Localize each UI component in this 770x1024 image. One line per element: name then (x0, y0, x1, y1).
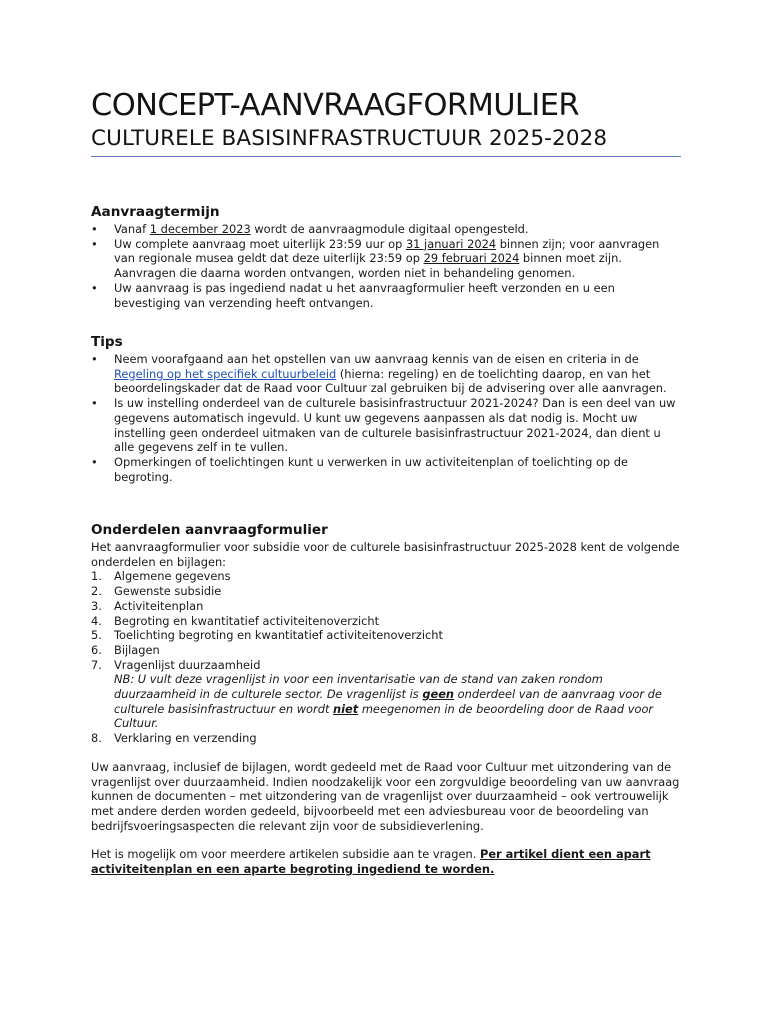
list-item-text: Gewenste subsidie (114, 584, 222, 599)
list-item-text: Neem voorafgaand aan het opstellen van uw aanvraag kennis van de eisen en criteria in de (114, 352, 639, 366)
list-number: 1. (91, 569, 102, 584)
multiple-articles-paragraph (91, 847, 683, 876)
sharing-paragraph: Uw aanvraag, inclusief de bijlagen, wordt gedeeld met de Raad voor Cultuur met uitzondering van de vragenlijst over duurzaamheid. Indien noodzakelijk voor een zorgvuldige beoordeling van uw aanvraag kunnen de documenten – met uitzondering van de vragenlijst over duurzaamheid – ook vertrouwelijk met andere derden worden gedeeld, bijvoorbeeld met een adviesbureau voor de beoordeling van bedrijfsvoeringsaspecten die relevant zijn voor de subsidieverlening. (91, 759, 680, 833)
section-heading: Tips (91, 334, 123, 350)
bullet-icon: • (91, 236, 98, 251)
list-item (91, 584, 683, 599)
document-subtitle: CULTURELE BASISINFRASTRUCTUUR 2025-2028 (91, 126, 608, 151)
list-item-text: Uw complete aanvraag moet uiterlijk 23:59 uur op (114, 236, 406, 251)
date-deadline-musea: 29 februari 2024 (423, 251, 520, 266)
regeling-link[interactable]: Regeling op het specifiek cultuurbeleid (114, 366, 337, 381)
list-item-text: Uw aanvraag is pas ingediend nadat u het aanvraagformulier heeft verzonden en u een bevestiging van verzending heeft ontvangen. (114, 280, 615, 310)
list-item-text: binnen zijn; voor aanvragen van regionale musea geldt dat deze uiterlijk 23:59 op (114, 236, 660, 266)
numbered-list (91, 731, 683, 746)
list-item-text: Bijlagen (114, 642, 160, 657)
intro-paragraph: Het aanvraagformulier voor subsidie voor de culturele basisinfrastructuur 2025-2028 kent de volgende onderdelen en bijlagen: (91, 540, 680, 569)
list-item-text: Begroting en kwantitatief activiteitenoverzicht (114, 613, 380, 628)
bullet-icon: • (91, 454, 98, 469)
section-heading: Aanvraagtermijn (91, 204, 220, 220)
list-item-text: Opmerkingen of toelichtingen kunt u verwerken in uw activiteitenplan of toelichting op de begroting. (114, 454, 629, 484)
list-item (91, 599, 683, 614)
date-deadline: 31 januari 2024 (405, 236, 497, 251)
paragraph-text: Het is mogelijk om voor meerdere artikelen subsidie aan te vragen. (91, 847, 480, 862)
bullet-list (91, 352, 683, 484)
list-item-text: Is uw instelling onderdeel van de culturele basisinfrastructuur 2021-2024? Dan is een deel van uw gegevens automatisch ingevuld. U kunt uw gegevens aanpassen als dat nodig is. Mocht uw instelling geen onderdeel uitmaken van de culturele basisinfrastructuur 2021-2024, dan dient u alle gegevens zelf in te vullen. (114, 396, 676, 455)
note-text: meegenomen in de beoordeling door de Raad voor Cultuur. (114, 701, 654, 731)
list-item (91, 396, 683, 455)
note-emphasis: geen (422, 687, 455, 702)
list-number: 5. (91, 628, 102, 643)
list-item (91, 455, 683, 484)
date-start: 1 december 2023 (149, 222, 251, 236)
list-item (91, 237, 683, 281)
list-item-text: Verklaring en verzending (114, 731, 257, 746)
list-number: 4. (91, 613, 102, 628)
list-number: 2. (91, 584, 102, 599)
list-item (91, 569, 683, 584)
list-item (91, 731, 683, 746)
note-text: onderdeel van de aanvraag voor de culturele basisinfrastructuur en wordt (114, 687, 662, 716)
list-item (91, 614, 683, 629)
section-aanvraagtermijn (91, 204, 683, 310)
list-item-text: Vragenlijst duurzaamheid (114, 657, 261, 672)
bullet-list (91, 222, 683, 310)
bullet-icon: • (91, 280, 98, 295)
document-title: CONCEPT-AANVRAAGFORMULIER (91, 88, 579, 123)
paragraph-emphasis: Per artikel dient een apart activiteitenplan en een aparte begroting ingediend te worden. (91, 847, 651, 877)
list-item-text: Toelichting begroting en kwantitatief activiteitenoverzicht (114, 628, 443, 643)
list-item-text: wordt de aanvraagmodule digitaal opengesteld. (250, 222, 529, 236)
title-divider (91, 156, 681, 157)
list-item (91, 628, 683, 643)
list-item (91, 658, 683, 673)
section-onderdelen (91, 522, 683, 877)
numbered-list (91, 569, 683, 672)
list-item (91, 352, 683, 396)
bullet-icon: • (91, 352, 98, 366)
list-item-text: Algemene gegevens (114, 569, 231, 584)
bullet-icon: • (91, 396, 98, 411)
list-item-text: Activiteitenplan (114, 598, 204, 613)
list-item-text: binnen moet zijn. Aanvragen die daarna worden ontvangen, worden niet in behandeling genomen. (114, 251, 622, 281)
list-item (91, 643, 683, 658)
list-item-text: Vanaf (114, 222, 150, 236)
section-tips (91, 334, 683, 484)
list-number: 3. (91, 598, 102, 613)
list-item (91, 281, 683, 310)
list-number: 6. (91, 642, 102, 657)
list-number: 7. (91, 657, 102, 672)
list-item (91, 222, 683, 237)
list-item-text: (hierna: regeling) en de toelichting daarop, en van het beoordelingskader dat de Raad voor Cultuur zal gebruiken bij de advisering over alle aanvragen. (114, 366, 667, 396)
nb-note (91, 672, 683, 731)
note-text: NB: U vult deze vragenlijst in voor een inventarisatie van de stand van zaken rondom duurzaamheid in de culturele sector. De vragenlijst is (114, 672, 603, 702)
section-heading: Onderdelen aanvraagformulier (91, 522, 328, 538)
note-emphasis: niet (333, 701, 359, 716)
list-number: 8. (91, 731, 102, 746)
bullet-icon: • (91, 222, 98, 236)
